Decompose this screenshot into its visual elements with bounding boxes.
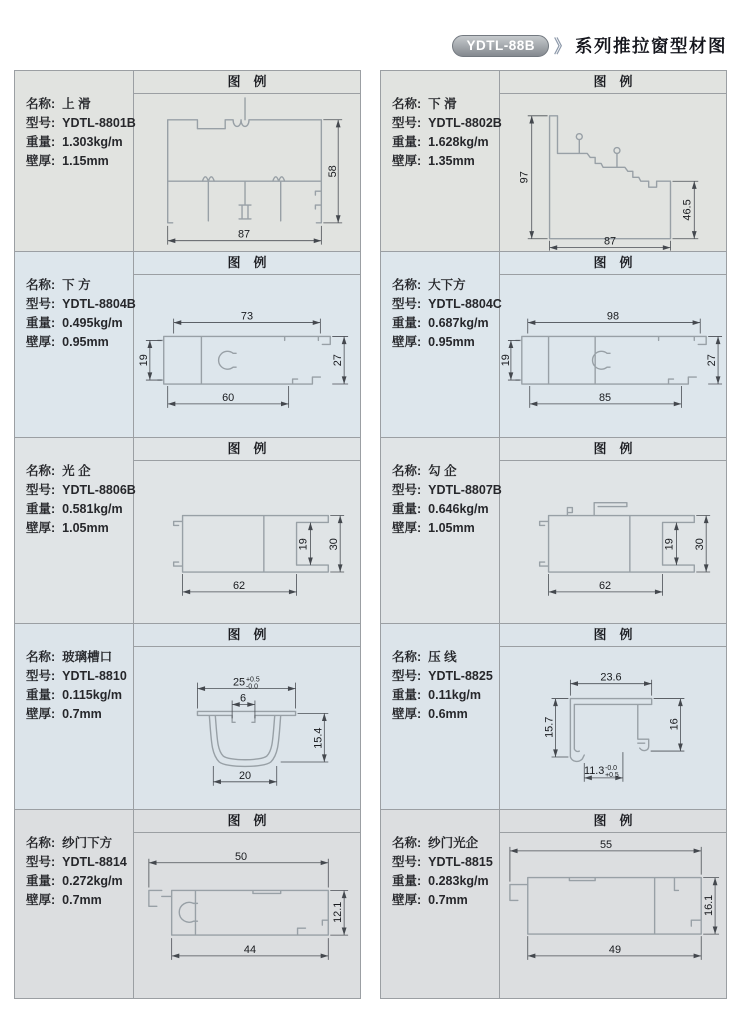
profile-section-drawing xyxy=(134,94,360,251)
legend-header: 图 例 xyxy=(134,252,360,275)
model-label: 型号: xyxy=(26,116,56,130)
name-label: 名称: xyxy=(26,278,56,292)
thickness-label: 壁厚: xyxy=(26,521,56,535)
profile-card-8804b xyxy=(14,252,361,438)
chevrons-icon: 》 xyxy=(553,38,570,58)
weight-label: 重量: xyxy=(392,502,422,516)
name-label: 名称: xyxy=(392,97,422,111)
name-label: 名称: xyxy=(392,464,422,478)
legend-header: 图 例 xyxy=(134,810,360,833)
dim-label: 20 xyxy=(238,769,252,782)
drawing-panel xyxy=(500,252,726,437)
model-label: 型号: xyxy=(392,855,422,869)
profile-card-8804c xyxy=(380,252,727,438)
weight-label: 重量: xyxy=(26,502,56,516)
profile-name: 上 滑 xyxy=(62,97,91,111)
drawing-panel xyxy=(134,810,360,998)
profile-section-drawing xyxy=(500,275,726,436)
profile-card-8807b xyxy=(380,438,727,624)
profile-info xyxy=(381,252,500,437)
profile-section-drawing xyxy=(134,647,360,808)
profile-card-8806b xyxy=(14,438,361,624)
page-header xyxy=(0,0,737,58)
profile-section-drawing xyxy=(134,275,360,436)
profile-model: YDTL-8801B xyxy=(62,116,136,130)
profile-info xyxy=(381,810,500,998)
profile-name: 勾 企 xyxy=(428,464,457,478)
profile-model: YDTL-8804C xyxy=(428,297,502,311)
dim-label: 6 xyxy=(240,692,247,705)
profile-model: YDTL-8807B xyxy=(428,483,502,497)
dim-label: 46.5 xyxy=(681,199,694,221)
weight-label: 重量: xyxy=(26,874,56,888)
profile-info xyxy=(15,71,134,251)
profile-thickness: 0.6mm xyxy=(428,707,468,721)
profile-name: 下 滑 xyxy=(428,97,457,111)
dim-label: 19 xyxy=(297,538,310,551)
model-label: 型号: xyxy=(26,855,56,869)
profile-model: YDTL-8802B xyxy=(428,116,502,130)
profile-thickness: 0.95mm xyxy=(428,335,475,349)
dim-label: 60 xyxy=(222,391,235,404)
weight-label: 重量: xyxy=(26,316,56,330)
dim-label: 62 xyxy=(233,579,246,592)
model-label: 型号: xyxy=(26,483,56,497)
dim-label: 44 xyxy=(243,943,257,956)
profile-name: 光 企 xyxy=(62,464,91,478)
profile-model: YDTL-8815 xyxy=(428,855,493,869)
profile-card-8802b xyxy=(380,70,727,252)
thickness-label: 壁厚: xyxy=(392,335,422,349)
profile-name: 纱门光企 xyxy=(428,836,479,850)
legend-header: 图 例 xyxy=(500,252,726,275)
model-label: 型号: xyxy=(26,669,56,683)
model-label: 型号: xyxy=(392,297,422,311)
dim-label: 16 xyxy=(668,718,681,731)
profile-thickness: 1.05mm xyxy=(428,521,475,535)
profile-card-8814 xyxy=(14,810,361,999)
profile-thickness: 0.7mm xyxy=(62,893,102,907)
drawing-panel xyxy=(500,810,726,998)
dim-label: 11.3 xyxy=(583,764,605,777)
thickness-label: 壁厚: xyxy=(392,521,422,535)
name-label: 名称: xyxy=(392,836,422,850)
profile-section-drawing xyxy=(134,461,360,622)
profile-weight: 0.646kg/m xyxy=(428,502,489,516)
name-label: 名称: xyxy=(26,650,56,664)
dim-label: 25 xyxy=(233,676,246,689)
weight-label: 重量: xyxy=(392,316,422,330)
dim-label: 87 xyxy=(603,235,617,248)
thickness-label: 壁厚: xyxy=(26,707,56,721)
dim-label: 87 xyxy=(237,228,251,241)
profile-thickness: 0.7mm xyxy=(428,893,468,907)
profile-weight: 0.687kg/m xyxy=(428,316,489,330)
profile-section-drawing xyxy=(500,833,726,997)
profile-name: 大下方 xyxy=(428,278,466,292)
profile-card-grid xyxy=(14,70,737,999)
profile-thickness: 1.35mm xyxy=(428,154,475,168)
profile-model: YDTL-8810 xyxy=(62,669,127,683)
dim-label: 62 xyxy=(599,579,612,592)
dim-label: 12.1 xyxy=(332,901,345,923)
thickness-label: 壁厚: xyxy=(392,893,422,907)
drawing-panel xyxy=(134,71,360,251)
dim-label: 15.4 xyxy=(312,727,325,749)
dim-label: 19 xyxy=(663,538,676,551)
legend-header: 图 例 xyxy=(134,624,360,647)
profile-weight: 0.581kg/m xyxy=(62,502,123,516)
dim-tolerance-lower: +0.5 xyxy=(605,771,619,779)
profile-name: 纱门下方 xyxy=(62,836,113,850)
profile-info xyxy=(381,438,500,623)
thickness-label: 壁厚: xyxy=(26,154,56,168)
model-label: 型号: xyxy=(392,483,422,497)
weight-label: 重量: xyxy=(26,688,56,702)
profile-weight: 1.303kg/m xyxy=(62,135,123,149)
dim-label: 30 xyxy=(694,538,707,551)
profile-name: 压 线 xyxy=(428,650,457,664)
dim-label: 58 xyxy=(327,165,340,178)
dim-label: 16.1 xyxy=(703,894,716,916)
legend-header: 图 例 xyxy=(500,438,726,461)
model-label: 型号: xyxy=(26,297,56,311)
profile-card-8825 xyxy=(380,624,727,810)
legend-header: 图 例 xyxy=(134,438,360,461)
profile-thickness: 0.7mm xyxy=(62,707,102,721)
dim-label: 19 xyxy=(500,354,512,367)
drawing-panel xyxy=(134,252,360,437)
profile-model: YDTL-8804B xyxy=(62,297,136,311)
drawing-panel xyxy=(500,624,726,809)
profile-card-8810 xyxy=(14,624,361,810)
profile-section-drawing xyxy=(500,647,726,808)
profile-info xyxy=(15,438,134,623)
series-badge: YDTL-88B xyxy=(452,35,549,57)
profile-weight: 0.283kg/m xyxy=(428,874,489,888)
thickness-label: 壁厚: xyxy=(392,154,422,168)
dim-label: 27 xyxy=(332,354,345,367)
profile-model: YDTL-8806B xyxy=(62,483,136,497)
legend-header: 图 例 xyxy=(500,810,726,833)
dim-label: 49 xyxy=(608,943,622,956)
model-label: 型号: xyxy=(392,669,422,683)
dim-label: 55 xyxy=(599,838,613,851)
weight-label: 重量: xyxy=(26,135,56,149)
profile-weight: 0.11kg/m xyxy=(428,688,481,702)
dim-label: 73 xyxy=(240,310,254,323)
profile-info xyxy=(381,624,500,809)
profile-weight: 0.115kg/m xyxy=(62,688,122,702)
profile-thickness: 0.95mm xyxy=(62,335,109,349)
legend-header: 图 例 xyxy=(500,71,726,94)
profile-section-drawing xyxy=(500,461,726,622)
profile-info xyxy=(15,810,134,998)
dim-label: 19 xyxy=(137,354,150,367)
dim-label: 23.6 xyxy=(600,671,622,684)
profile-card-8801b xyxy=(14,70,361,252)
profile-info xyxy=(15,252,134,437)
name-label: 名称: xyxy=(392,650,422,664)
weight-label: 重量: xyxy=(392,688,422,702)
dim-label: 85 xyxy=(599,391,612,404)
profile-section-drawing xyxy=(500,94,726,251)
thickness-label: 壁厚: xyxy=(26,335,56,349)
drawing-panel xyxy=(134,438,360,623)
dim-tolerance-upper: -0.0 xyxy=(605,764,618,772)
drawing-panel xyxy=(500,71,726,251)
dim-label: 98 xyxy=(606,310,620,323)
profile-weight: 0.495kg/m xyxy=(62,316,123,330)
profile-name: 玻璃槽口 xyxy=(62,650,113,664)
thickness-label: 壁厚: xyxy=(26,893,56,907)
dim-label: 97 xyxy=(518,171,531,184)
profile-info xyxy=(15,624,134,809)
dim-label: 50 xyxy=(234,850,248,863)
profile-weight: 0.272kg/m xyxy=(62,874,123,888)
drawing-panel xyxy=(500,438,726,623)
legend-header: 图 例 xyxy=(134,71,360,94)
profile-info xyxy=(381,71,500,251)
name-label: 名称: xyxy=(392,278,422,292)
profile-weight: 1.628kg/m xyxy=(428,135,489,149)
profile-name: 下 方 xyxy=(62,278,91,292)
weight-label: 重量: xyxy=(392,874,422,888)
name-label: 名称: xyxy=(26,464,56,478)
profile-model: YDTL-8825 xyxy=(428,669,493,683)
weight-label: 重量: xyxy=(392,135,422,149)
dim-label: 15.7 xyxy=(543,716,556,738)
thickness-label: 壁厚: xyxy=(392,707,422,721)
dim-label: 27 xyxy=(706,354,719,367)
drawing-panel xyxy=(134,624,360,809)
profile-thickness: 1.05mm xyxy=(62,521,109,535)
profile-section-drawing xyxy=(134,833,360,997)
profile-thickness: 1.15mm xyxy=(62,154,109,168)
dim-label: 30 xyxy=(328,538,341,551)
name-label: 名称: xyxy=(26,97,56,111)
name-label: 名称: xyxy=(26,836,56,850)
dim-tolerance-lower: -0.0 xyxy=(246,683,258,691)
dim-tolerance-upper: +0.5 xyxy=(246,676,260,684)
model-label: 型号: xyxy=(392,116,422,130)
profile-card-8815 xyxy=(380,810,727,999)
profile-model: YDTL-8814 xyxy=(62,855,127,869)
legend-header: 图 例 xyxy=(500,624,726,647)
page-title: 系列推拉窗型材图 xyxy=(575,36,727,56)
